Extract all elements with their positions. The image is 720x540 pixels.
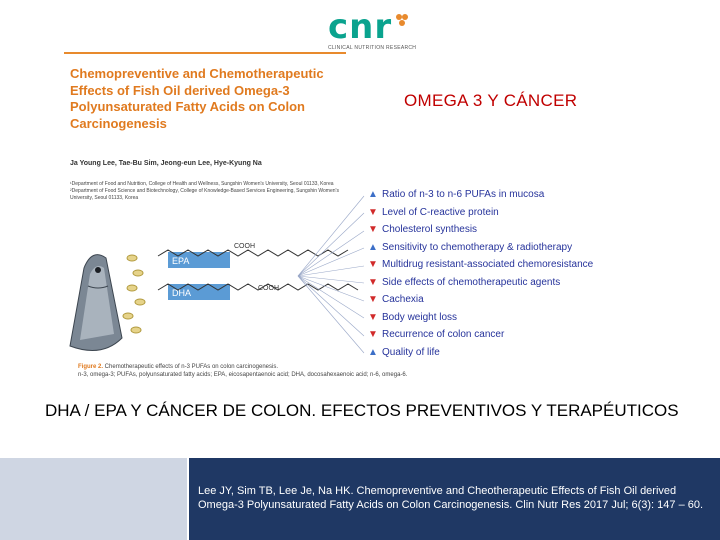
effect-item: [368, 326, 593, 344]
effect-text: Ratio of n-3 to n-6 PUFAs in mucosa: [382, 189, 545, 201]
arrow-up-icon: ▲: [368, 189, 378, 201]
effect-text: Side effects of chemotherapeutic agents: [382, 276, 561, 288]
paper-title: Chemopreventive and Chemotherapeutic Effects of Fish Oil derived Omega-3 Polyunsaturated Fatty Acids on Colon Carcinogenesis: [70, 66, 324, 131]
citation: Lee JY, Sim TB, Lee Je, Na HK. Chemopreventive and Cheotherapeutic Effects of Fish Oil derived Omega-3 Polyunsaturated Fatty Acids on Colon Carcinogenesis. Clin Nutr Res 2017 Jul; 6(3): 147 – 60.: [198, 485, 704, 511]
logo-word: cnr: [328, 7, 393, 47]
effect-text: Sensitivity to chemotherapy & radiotherapy: [382, 241, 573, 253]
footer-bar-left: [0, 458, 187, 540]
arrow-down-icon: ▼: [368, 206, 378, 218]
arrow-down-icon: ▼: [368, 224, 378, 236]
effect-item: [368, 291, 593, 309]
effect-text: Body weight loss: [382, 311, 458, 323]
paper-authors: Ja Young Lee, Tae-Bu Sim, Jeong-eun Lee, Hye-Kyung Na: [70, 160, 262, 167]
figure-caption: [78, 363, 618, 379]
effect-text: Multidrug resistant-associated chemoresistance: [382, 259, 594, 271]
section-heading: DHA / EPA Y CÁNCER DE COLON. EFECTOS PREVENTIVOS Y TERAPÉUTICOS: [45, 401, 679, 420]
effect-item: [368, 186, 593, 204]
effect-item: [368, 256, 593, 274]
effect-item: [368, 344, 593, 362]
caption-abbreviations: n-3, omega-3; PUFAs, polyunsaturated fatty acids; EPA, eicosapentaenoic acid; DHA, docosahexaenoic acid; n-6, omega-6.: [78, 372, 408, 378]
effect-item: [368, 239, 593, 257]
effect-item: [368, 204, 593, 222]
dha-cooh-label: COOH: [258, 285, 279, 292]
effect-text: Cholesterol synthesis: [382, 224, 478, 236]
arrow-down-icon: ▼: [368, 329, 378, 341]
arrow-up-icon: ▲: [368, 241, 378, 253]
effect-item: [368, 274, 593, 292]
effect-text: Quality of life: [382, 346, 440, 358]
effect-text: Cachexia: [382, 294, 424, 306]
arrow-down-icon: ▼: [368, 294, 378, 306]
epa-label: EPA: [172, 256, 190, 266]
logo-subtitle: CLINICAL NUTRITION RESEARCH: [328, 45, 417, 51]
affiliation-2: ²Department of Food Science and Biotechnology, College of Knowledge-Based Services Engineering, Sungshin Women's University, Seoul 01133, Korea: [70, 187, 339, 201]
arrow-down-icon: ▼: [368, 311, 378, 323]
arrow-down-icon: ▼: [368, 259, 378, 271]
caption-text: Chemotherapeutic effects of n-3 PUFAs on colon carcinogenesis.: [103, 364, 278, 370]
effect-text: Recurrence of colon cancer: [382, 329, 505, 341]
epa-cooh-label: COOH: [234, 243, 255, 250]
effect-item: [368, 309, 593, 327]
effects-list: [368, 186, 593, 361]
arrow-up-icon: ▲: [368, 346, 378, 358]
slide-title: OMEGA 3 Y CÁNCER: [404, 91, 578, 110]
effect-item: [368, 221, 593, 239]
arrow-down-icon: ▼: [368, 276, 378, 288]
dha-label: DHA: [172, 288, 192, 298]
effect-text: Level of C-reactive protein: [382, 206, 499, 218]
affiliation-1: ¹Department of Food and Nutrition, College of Health and Wellness, Sungshin Women's University, Seoul 01133, Korea: [70, 181, 334, 187]
caption-label: Figure 2.: [78, 364, 104, 370]
